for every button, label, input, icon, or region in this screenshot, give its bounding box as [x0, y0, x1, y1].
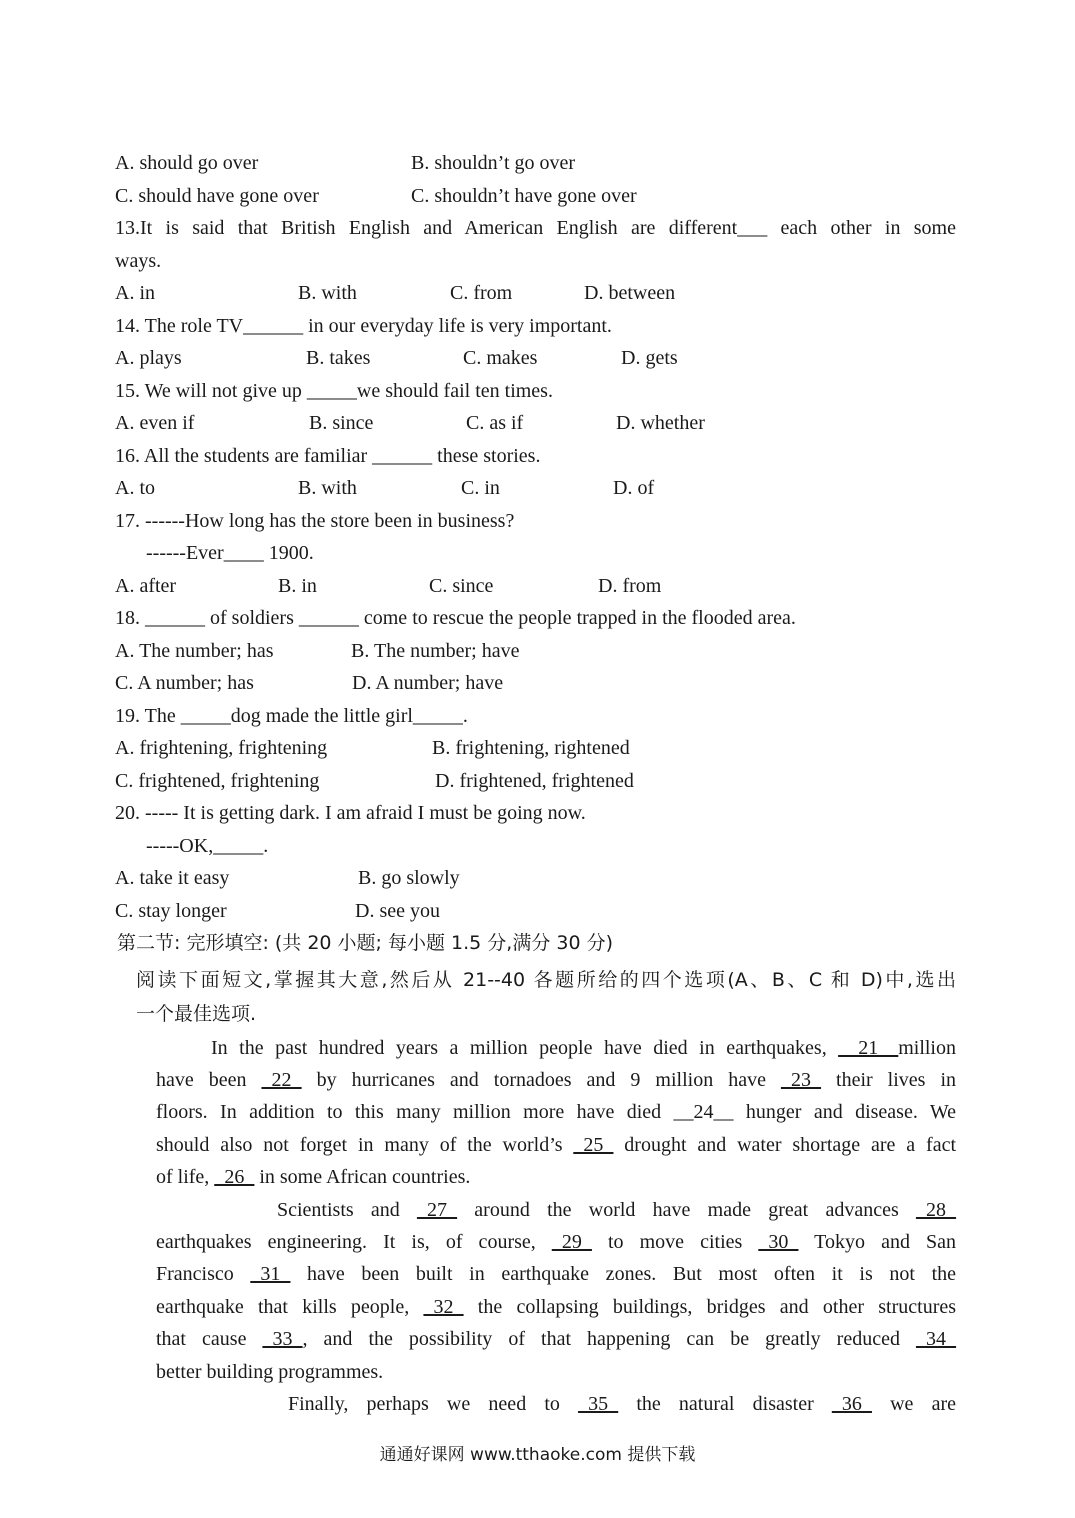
q14-option-d: D. gets	[621, 347, 678, 369]
q16-stem: 16. All the students are familiar ______ these stories.	[115, 445, 541, 467]
q13-option-b: B. with	[298, 282, 357, 304]
q15-option-d: D. whether	[616, 412, 705, 434]
passage-line: earthquakes engineering. It is, of course, _29_ to move cities _30_ Tokyo and San	[156, 1231, 957, 1253]
q19-option-b: B. frightening, rightened	[432, 737, 630, 759]
passage-line: that cause _33_, and the possibility of that happening can be greatly reduced _34_	[156, 1328, 957, 1350]
blank-27[interactable]: _27_	[417, 1199, 458, 1221]
blank-35[interactable]: _35_	[578, 1393, 619, 1415]
passage-line: should also not forget in many of the world’s _25_ drought and water shortage are a fact	[156, 1134, 957, 1156]
blank-34[interactable]: _34_	[916, 1328, 957, 1350]
blank-26[interactable]: _26_	[214, 1166, 255, 1188]
q16-option-c: C. in	[461, 477, 500, 499]
q15-option-a: A. even if	[115, 412, 195, 434]
q19-option-c: C. frightened, frightening	[115, 770, 320, 792]
blank-29[interactable]: _29_	[551, 1231, 592, 1253]
q12-option-a: A. should go over	[115, 152, 259, 174]
q14-option-c: C. makes	[463, 347, 538, 369]
blank-32[interactable]: _32_	[423, 1296, 464, 1318]
q13-stem-cont: ways.	[115, 250, 162, 272]
q15-stem: 15. We will not give up _____we should fail ten times.	[115, 380, 553, 402]
q18-option-b: B. The number; have	[351, 640, 520, 662]
blank-36[interactable]: _36_	[831, 1393, 872, 1415]
q20-reply: -----OK,_____.	[146, 835, 269, 857]
q14-stem: 14. The role TV______ in our everyday life is very important.	[115, 315, 612, 337]
q14-option-a: A. plays	[115, 347, 182, 369]
blank-30[interactable]: _30_	[758, 1231, 799, 1253]
page-footer: 通通好课网 www.tthaoke.com 提供下载	[379, 1445, 696, 1465]
q13-stem: 13.It is said that British English and American English are different___ each other in some	[115, 217, 956, 239]
blank-33[interactable]: _33_	[262, 1328, 303, 1350]
q15-option-c: C. as if	[466, 412, 524, 434]
passage-line: have been _22_ by hurricanes and tornadoes and 9 million have _23_ their lives in	[156, 1069, 957, 1091]
q14-option-b: B. takes	[306, 347, 371, 369]
q19-option-d: D. frightened, frightened	[435, 770, 634, 792]
blank-21[interactable]: __21__	[838, 1037, 899, 1059]
passage-line: of life, _26_ in some African countries.	[156, 1166, 471, 1188]
q19-stem: 19. The _____dog made the little girl_____.	[115, 705, 468, 727]
q16-option-d: D. of	[613, 477, 655, 499]
passage-line: Finally, perhaps we need to _35_ the natural disaster _36_ we are	[288, 1393, 957, 1415]
q16-option-a: A. to	[115, 477, 155, 499]
q20-option-a: A. take it easy	[115, 867, 230, 889]
q18-option-c: C. A number; has	[115, 672, 254, 694]
q18-stem: 18. ______ of soldiers ______ come to rescue the people trapped in the flooded area.	[115, 607, 796, 629]
q12-option-c: C. should have gone over	[115, 185, 319, 207]
blank-25[interactable]: _25_	[573, 1134, 614, 1156]
q17-option-b: B. in	[278, 575, 317, 597]
q20-option-c: C. stay longer	[115, 900, 227, 922]
blank-22[interactable]: _22_	[261, 1069, 302, 1091]
blank-28[interactable]: _28_	[916, 1199, 956, 1221]
q17-option-c: C. since	[429, 575, 494, 597]
passage-line: In the past hundred years a million people have died in earthquakes, __21__million	[211, 1037, 956, 1059]
q16-option-b: B. with	[298, 477, 357, 499]
section-instructions-cont: 一个最佳选项.	[136, 1003, 257, 1025]
q13-option-a: A. in	[115, 282, 155, 304]
q17-option-a: A. after	[115, 575, 177, 597]
q12-option-b: B. shouldn’t go over	[411, 152, 576, 174]
q17-reply: ------Ever____ 1900.	[146, 542, 314, 564]
q12-option-d: C. shouldn’t have gone over	[411, 185, 637, 207]
passage-line: earthquake that kills people, _32_ the collapsing buildings, bridges and other structures	[156, 1296, 957, 1318]
q13-option-d: D. between	[584, 282, 676, 304]
q17-option-d: D. from	[598, 575, 662, 597]
passage-line: Scientists and _27_ around the world have made great advances _28_	[277, 1199, 956, 1221]
blank-23[interactable]: _23_	[781, 1069, 821, 1091]
q20-option-b: B. go slowly	[358, 867, 460, 889]
passage-line: Francisco _31_ have been built in earthquake zones. But most often it is not the	[156, 1263, 957, 1285]
section-heading: 第二节: 完形填空: (共 20 小题; 每小题 1.5 分,满分 30 分)	[117, 932, 613, 954]
passage-line: better building programmes.	[156, 1361, 384, 1383]
q19-option-a: A. frightening, frightening	[115, 737, 328, 759]
q17-stem: 17. ------How long has the store been in business?	[115, 510, 515, 532]
blank-31[interactable]: _31_	[250, 1263, 291, 1285]
q20-stem: 20. ----- It is getting dark. I am afraid I must be going now.	[115, 802, 586, 824]
q18-option-d: D. A number; have	[352, 672, 504, 694]
section-instructions: 阅读下面短文,掌握其大意,然后从 21--40 各题所给的四个选项(A、B、C 和 D)中,选出	[136, 969, 956, 991]
q18-option-a: A. The number; has	[115, 640, 274, 662]
passage-line: floors. In addition to this many million more have died __24__ hunger and disease. We	[156, 1101, 956, 1123]
q20-option-d: D. see you	[355, 900, 440, 922]
q13-option-c: C. from	[450, 282, 513, 304]
q15-option-b: B. since	[309, 412, 374, 434]
